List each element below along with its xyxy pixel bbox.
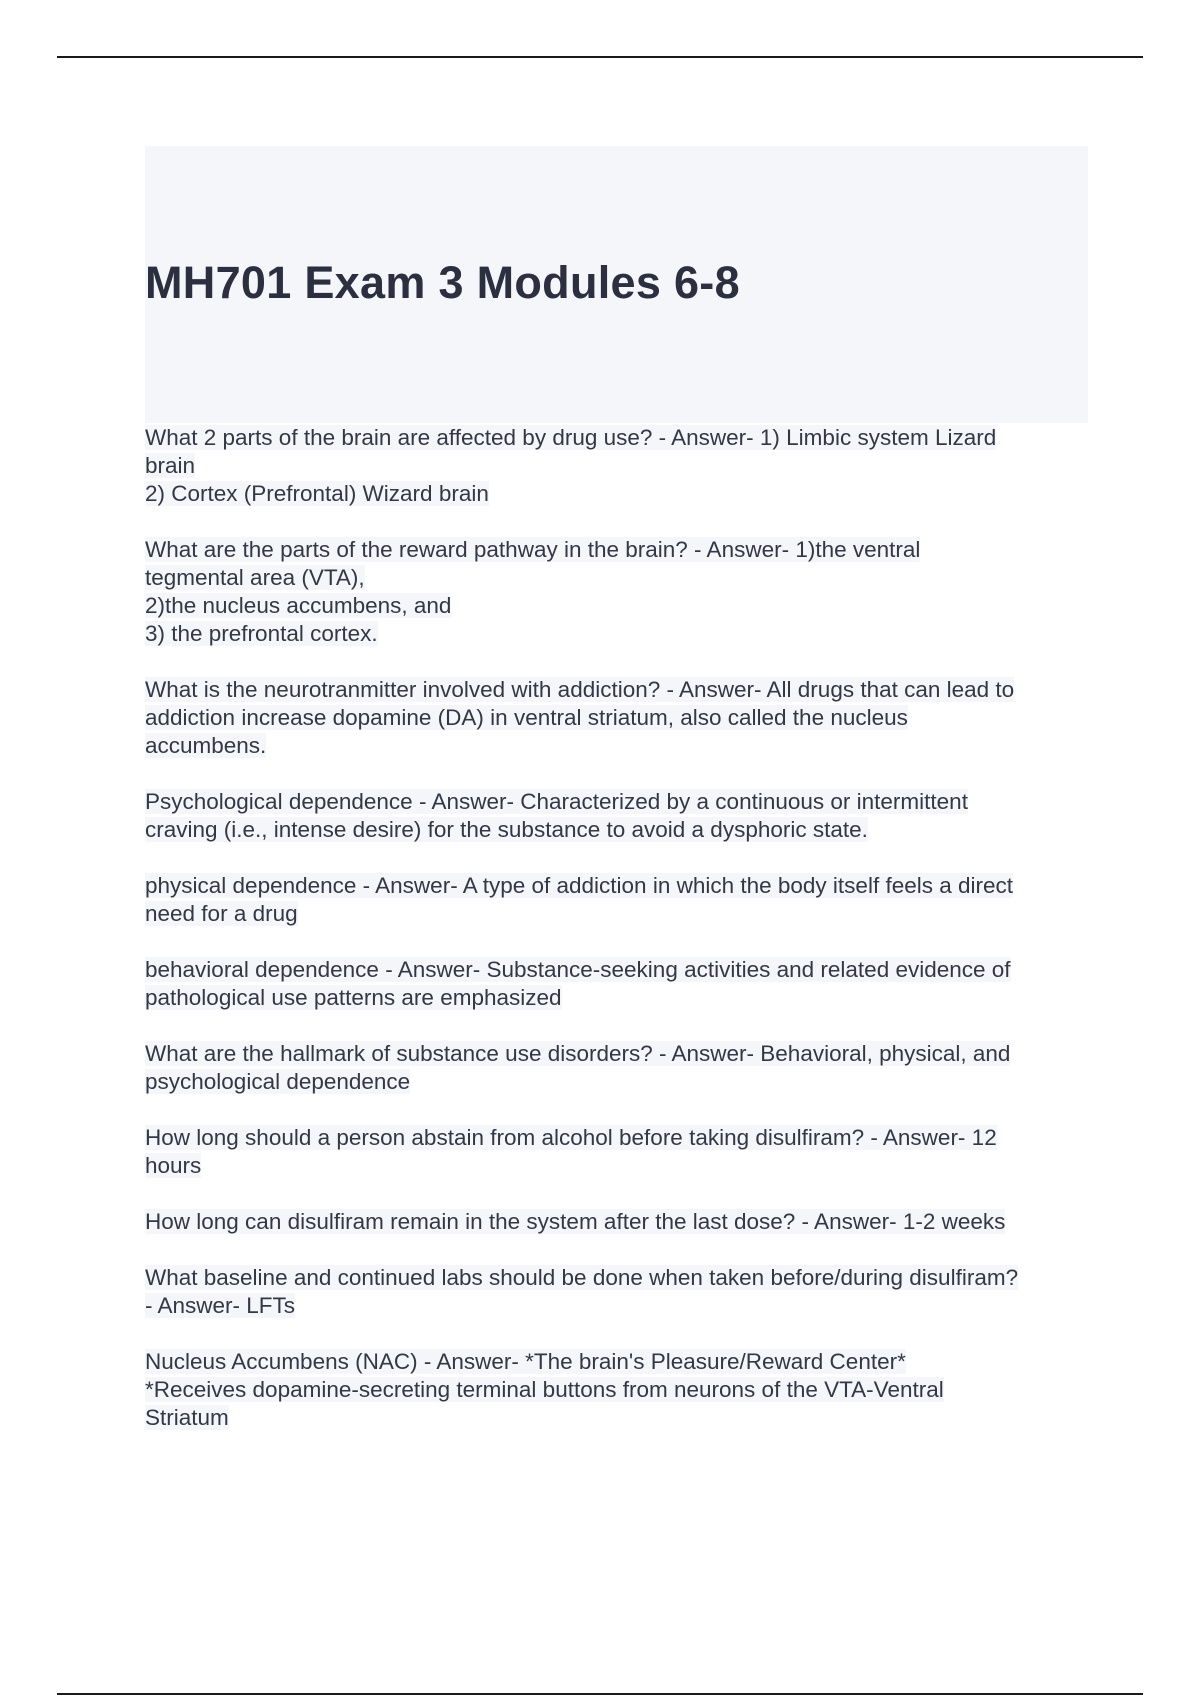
- qa-item: [145, 956, 1090, 1012]
- qa-item: [145, 676, 1090, 760]
- qa-line: accumbens.: [145, 733, 267, 758]
- qa-line: pathological use patterns are emphasized: [145, 985, 562, 1010]
- bottom-rule: [57, 1693, 1143, 1695]
- qa-item: [145, 1208, 1090, 1236]
- qa-line: What are the hallmark of substance use disorders? - Answer- Behavioral, physical, and: [145, 1041, 1011, 1066]
- qa-item: [145, 536, 1090, 648]
- qa-item: [145, 788, 1090, 844]
- qa-line: craving (i.e., intense desire) for the substance to avoid a dysphoric state.: [145, 817, 868, 842]
- qa-line: What baseline and continued labs should be done when taken before/during disulfiram?: [145, 1265, 1019, 1290]
- title-band: [145, 146, 1088, 423]
- qa-line: What is the neurotranmitter involved with addiction? - Answer- All drugs that can lead to: [145, 677, 1015, 702]
- qa-line: - Answer- LFTs: [145, 1293, 296, 1318]
- qa-item: [145, 1264, 1090, 1320]
- qa-line: 2) Cortex (Prefrontal) Wizard brain: [145, 481, 489, 506]
- qa-line: addiction increase dopamine (DA) in ventral striatum, also called the nucleus: [145, 705, 908, 730]
- qa-item: [145, 872, 1090, 928]
- qa-line: Psychological dependence - Answer- Characterized by a continuous or intermittent: [145, 789, 968, 814]
- qa-line: physical dependence - Answer- A type of addiction in which the body itself feels a direct: [145, 873, 1014, 898]
- qa-line: *Receives dopamine-secreting terminal buttons from neurons of the VTA-Ventral: [145, 1377, 944, 1402]
- qa-item: [145, 1124, 1090, 1180]
- qa-line: Nucleus Accumbens (NAC) - Answer- *The brain's Pleasure/Reward Center*: [145, 1349, 906, 1374]
- qa-line: What are the parts of the reward pathway in the brain? - Answer- 1)the ventral: [145, 537, 921, 562]
- qa-line: 3) the prefrontal cortex.: [145, 621, 378, 646]
- qa-line: What 2 parts of the brain are affected by drug use? - Answer- 1) Limbic system Lizard: [145, 425, 997, 450]
- qa-line: psychological dependence: [145, 1069, 411, 1094]
- qa-line: How long can disulfiram remain in the system after the last dose? - Answer- 1-2 weeks: [145, 1209, 1006, 1234]
- qa-line: hours: [145, 1153, 202, 1178]
- qa-line: behavioral dependence - Answer- Substance-seeking activities and related evidence of: [145, 957, 1011, 982]
- qa-line: tegmental area (VTA),: [145, 565, 365, 590]
- page-title: MH701 Exam 3 Modules 6-8: [145, 257, 740, 308]
- qa-item: [145, 1040, 1090, 1096]
- qa-line: need for a drug: [145, 901, 298, 926]
- qa-line: Striatum: [145, 1405, 229, 1430]
- qa-line: 2)the nucleus accumbens, and: [145, 593, 452, 618]
- qa-item: [145, 424, 1090, 508]
- qa-line: How long should a person abstain from alcohol before taking disulfiram? - Answer- 12: [145, 1125, 997, 1150]
- qa-item: [145, 1348, 1090, 1432]
- top-rule: [57, 56, 1143, 58]
- qa-line: brain: [145, 453, 196, 478]
- qa-list: [145, 424, 1090, 1460]
